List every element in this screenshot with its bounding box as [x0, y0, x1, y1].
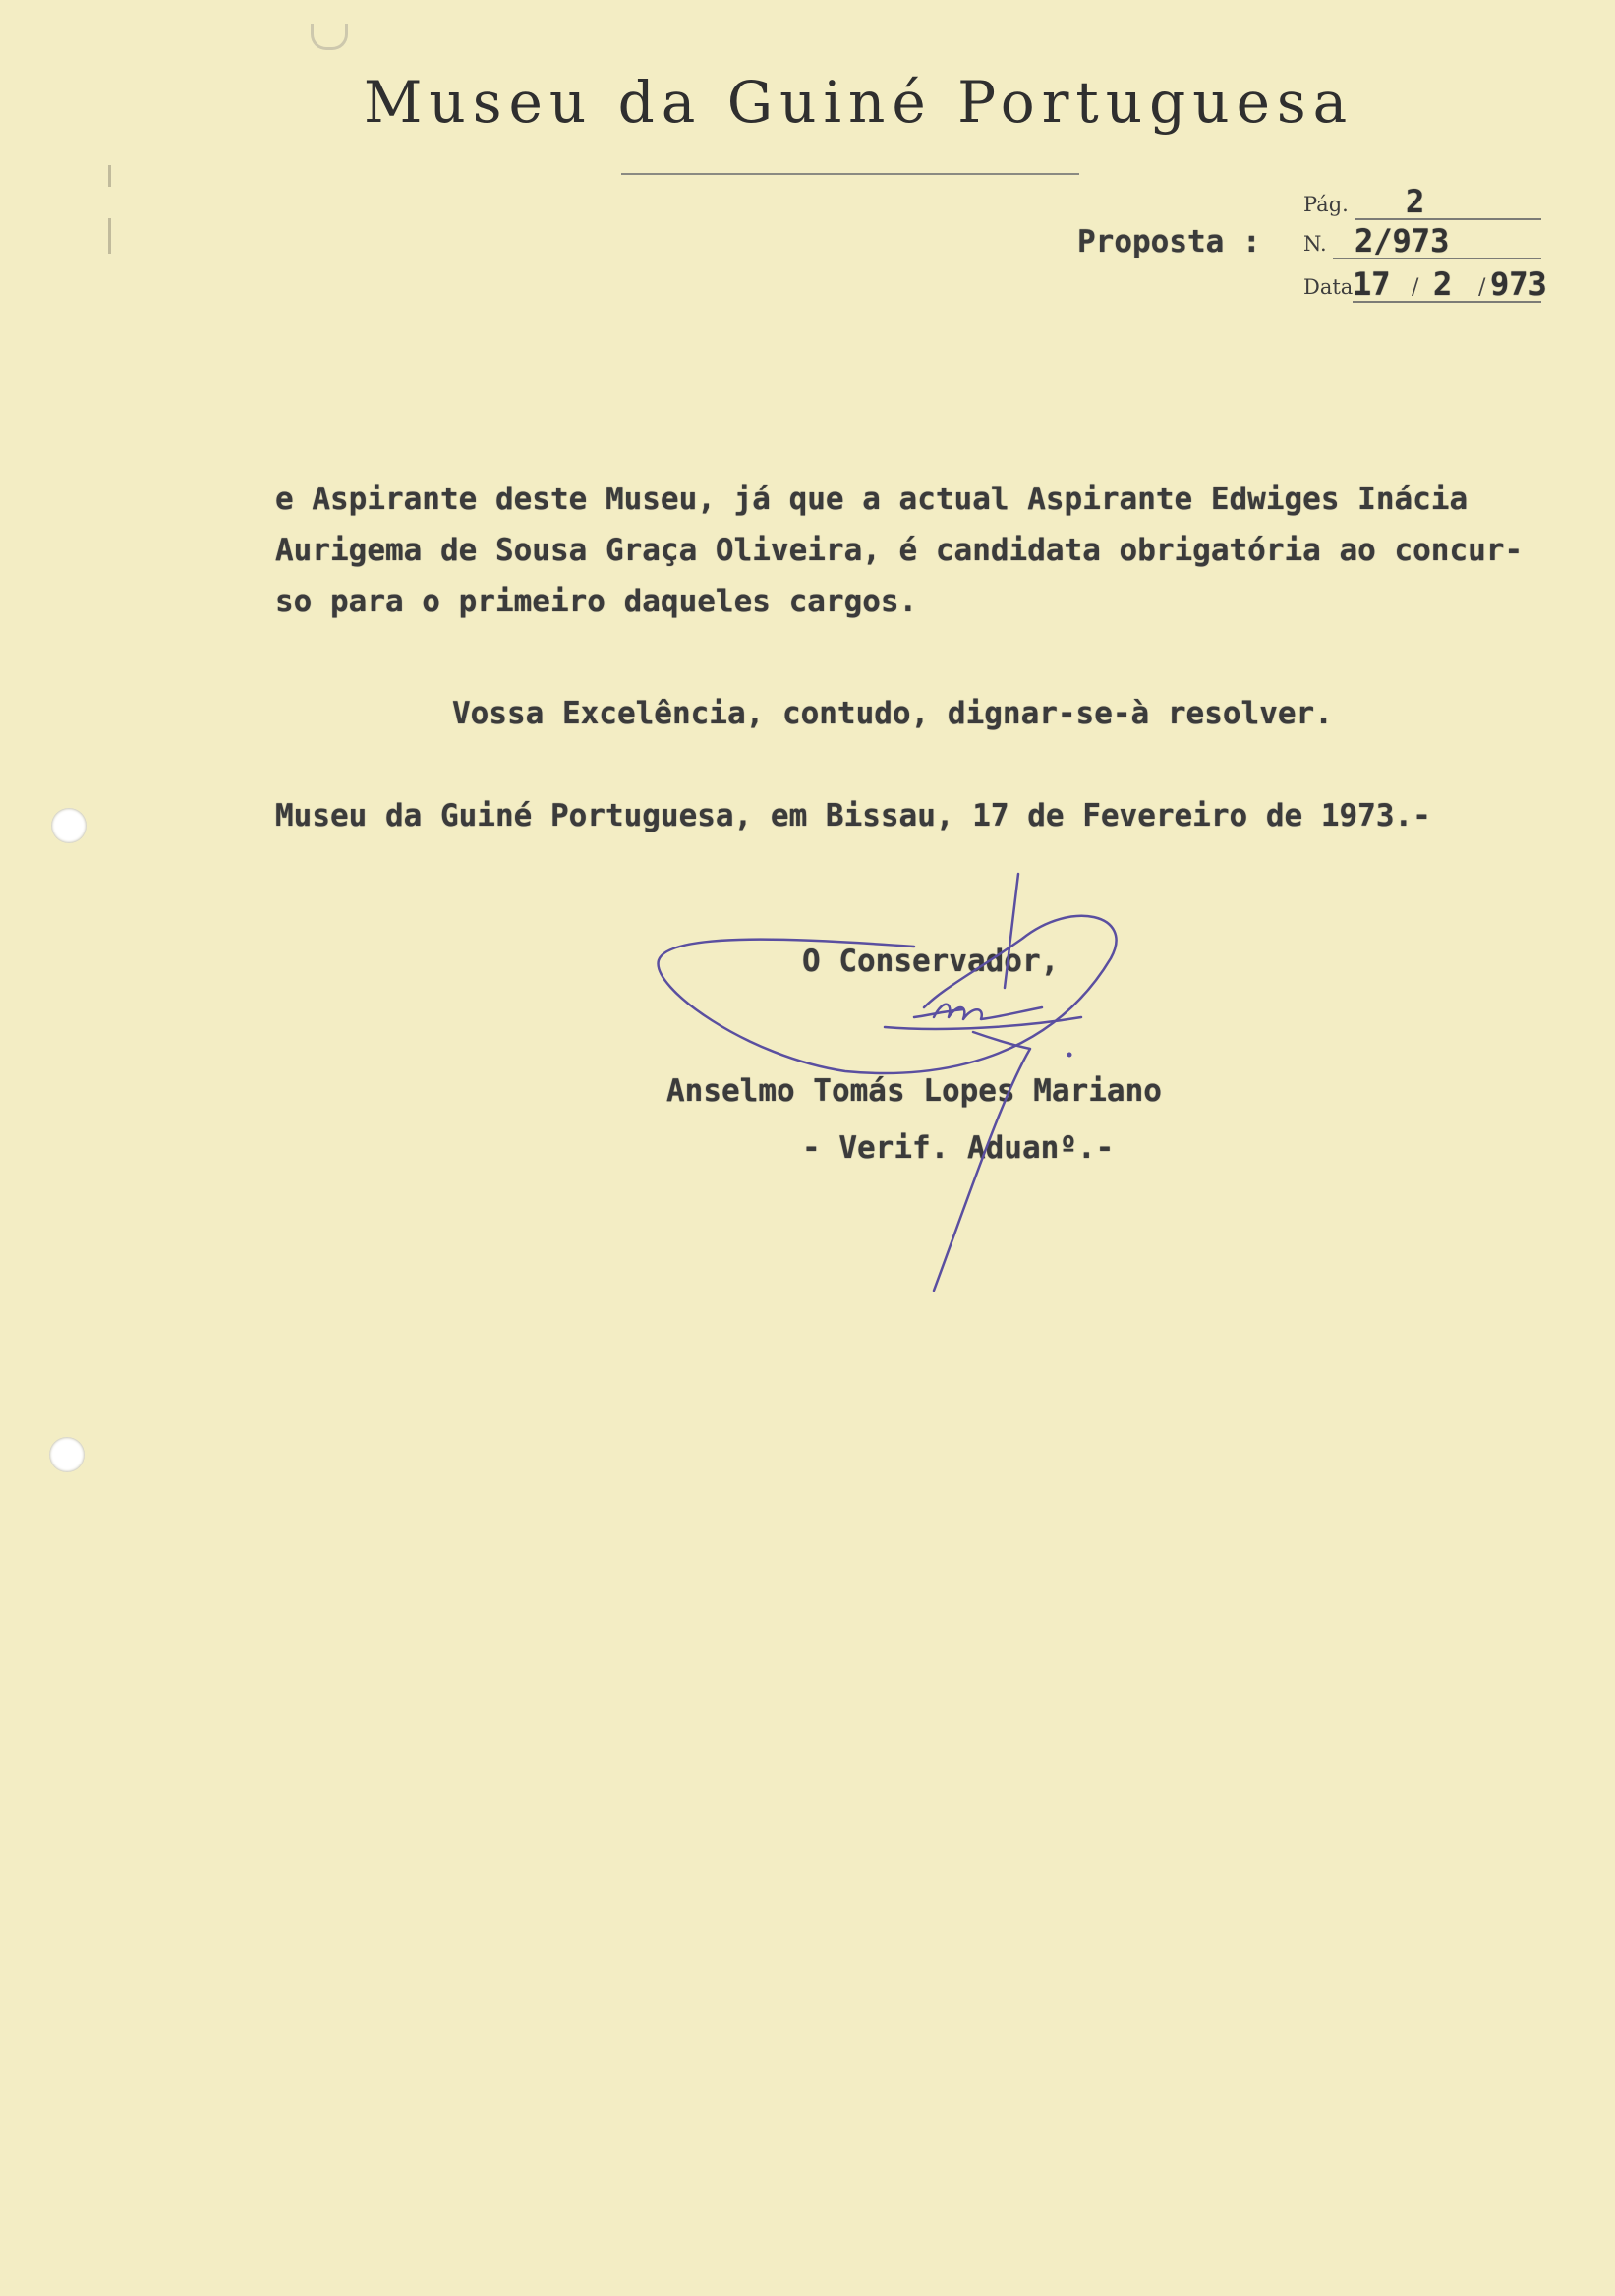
paragraph-line: Aurigema de Sousa Graça Oliveira, é candidata obrigatória ao concur-: [275, 533, 1524, 568]
paragraph-line: e Aspirante deste Museu, já que a actual Aspirante Edwiges Inácia: [275, 482, 1469, 517]
date-separator: /: [1412, 275, 1419, 300]
date-label: Data: [1303, 275, 1354, 299]
proposal-number: 2/973: [1355, 222, 1450, 259]
page-line: [1355, 218, 1541, 220]
date-separator: /: [1478, 275, 1486, 300]
closing-line: Vossa Excelência, contudo, dignar-se-à resolver.: [452, 696, 1333, 731]
date-year: 973: [1490, 265, 1547, 303]
signer-name: Anselmo Tomás Lopes Mariano: [666, 1073, 1162, 1109]
number-label: N.: [1303, 232, 1327, 256]
date-month: 2: [1433, 265, 1453, 303]
signer-title: - Verif. Aduanº.-: [802, 1130, 1115, 1166]
letterhead-divider: [621, 173, 1079, 175]
punch-hole-bottom: [49, 1437, 85, 1472]
page-label: Pág.: [1303, 193, 1349, 216]
place-date-line: Museu da Guiné Portuguesa, em Bissau, 17 de Fevereiro de 1973.-: [275, 798, 1431, 833]
signer-role: O Conservador,: [802, 944, 1060, 979]
page-number: 2: [1406, 183, 1425, 220]
tack-mark: [311, 24, 348, 50]
punch-hole-top: [51, 808, 87, 843]
date-day: 17: [1353, 265, 1391, 303]
staple-mark: [108, 165, 111, 187]
proposal-label: Proposta :: [1077, 224, 1261, 259]
letterhead-title: Museu da Guiné Portuguesa: [364, 69, 1355, 136]
staple-mark: [108, 218, 111, 254]
paragraph-line: so para o primeiro daqueles cargos.: [275, 584, 918, 619]
